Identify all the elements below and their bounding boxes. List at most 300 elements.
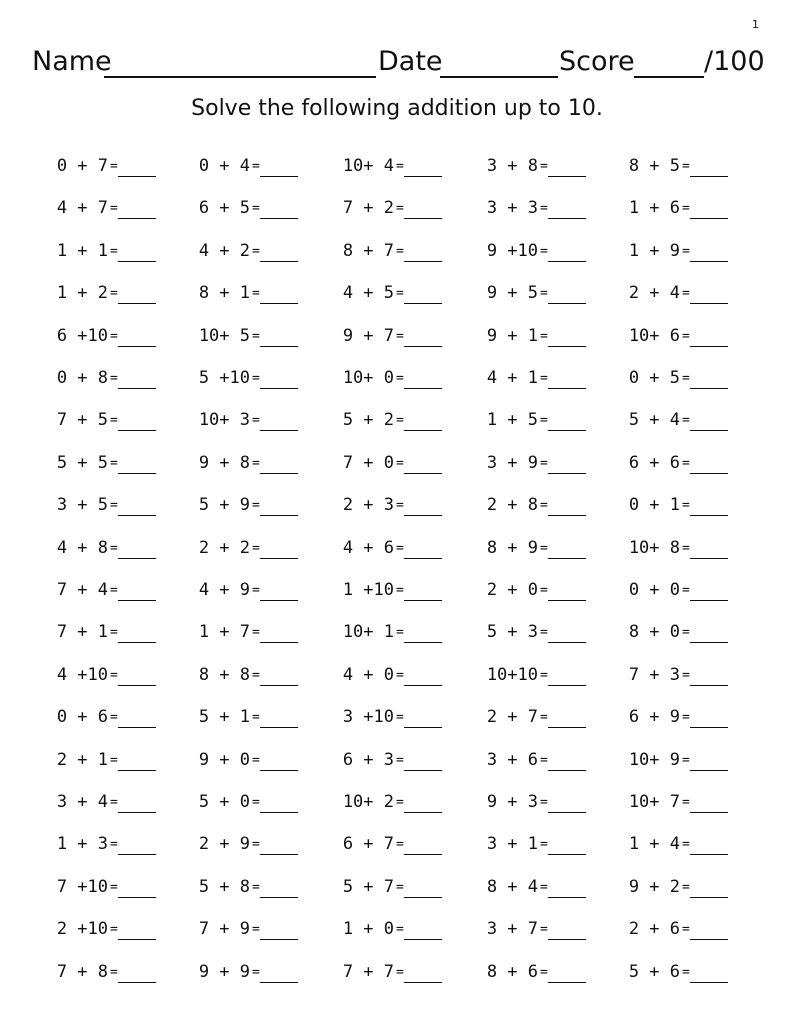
problem-expression: 7 + 4: [56, 580, 108, 600]
problem-row: [0, 618, 794, 648]
problem-expression: 8 + 6: [486, 961, 538, 982]
answer-blank[interactable]: [690, 685, 728, 686]
problem-expression: 7 + 2: [342, 198, 394, 219]
equals-sign: =: [110, 286, 118, 302]
answer-blank[interactable]: [404, 558, 442, 559]
equals-sign: =: [110, 201, 118, 217]
worksheet-header: [32, 46, 772, 86]
problem-row: [0, 788, 794, 818]
addition-problem: [314, 746, 444, 776]
addition-problem: [170, 703, 300, 733]
addition-problem: [28, 915, 158, 945]
answer-blank[interactable]: [118, 261, 156, 262]
addition-problem: [170, 746, 300, 776]
answer-blank[interactable]: [260, 430, 298, 431]
addition-problem: [170, 449, 300, 479]
answer-blank[interactable]: [404, 473, 442, 474]
problem-expression: 1 + 1: [56, 240, 108, 261]
page-number: 1: [752, 18, 759, 31]
equals-sign: =: [252, 371, 260, 386]
problem-expression: 9 + 0: [198, 749, 250, 770]
addition-problem: [28, 449, 158, 479]
addition-problem: [314, 703, 444, 733]
equals-sign: =: [540, 286, 548, 302]
answer-blank[interactable]: [690, 388, 728, 389]
problem-expression: 3 + 3: [486, 198, 538, 219]
answer-blank[interactable]: [548, 346, 586, 347]
answer-blank[interactable]: [118, 473, 156, 474]
answer-blank[interactable]: [118, 727, 156, 728]
addition-problem: [600, 788, 730, 818]
answer-blank[interactable]: [260, 727, 298, 728]
addition-problem: [600, 237, 730, 267]
answer-blank[interactable]: [690, 303, 728, 304]
problem-expression: 3 + 8: [486, 156, 538, 176]
equals-sign: =: [252, 540, 260, 556]
equals-sign: =: [110, 371, 118, 386]
answer-blank[interactable]: [404, 176, 442, 177]
answer-blank[interactable]: [690, 600, 728, 601]
problem-expression: 2 + 1: [56, 749, 108, 770]
equals-sign: =: [110, 583, 118, 598]
answer-blank[interactable]: [690, 642, 728, 643]
equals-sign: =: [540, 625, 548, 641]
problem-expression: 3 +10: [342, 707, 394, 728]
addition-problem: [314, 618, 444, 648]
addition-problem: [458, 746, 588, 776]
problem-expression: 0 + 6: [56, 707, 108, 728]
equals-sign: =: [682, 752, 690, 768]
equals-sign: =: [396, 286, 404, 302]
answer-blank[interactable]: [690, 515, 728, 516]
answer-blank[interactable]: [548, 770, 586, 771]
answer-blank[interactable]: [690, 727, 728, 728]
equals-sign: =: [540, 201, 548, 217]
problem-expression: 10+10: [486, 664, 538, 685]
equals-sign: =: [110, 795, 118, 810]
problem-expression: 4 +10: [56, 664, 108, 685]
problem-expression: 6 +10: [56, 325, 108, 346]
answer-blank[interactable]: [548, 685, 586, 686]
answer-blank[interactable]: [548, 261, 586, 262]
answer-blank[interactable]: [548, 515, 586, 516]
problem-expression: 9 +10: [486, 240, 538, 261]
problem-expression: 7 +10: [56, 876, 108, 897]
answer-blank[interactable]: [548, 982, 586, 983]
answer-blank[interactable]: [404, 770, 442, 771]
problem-expression: 1 + 0: [342, 919, 394, 940]
equals-sign: =: [396, 837, 404, 853]
equals-sign: =: [540, 667, 548, 683]
answer-blank[interactable]: [404, 388, 442, 389]
problem-row: [0, 746, 794, 776]
answer-blank[interactable]: [260, 473, 298, 474]
problem-expression: 6 + 5: [198, 198, 250, 219]
addition-problem: [600, 746, 730, 776]
problem-expression: 9 + 7: [342, 325, 394, 346]
addition-problem: [458, 703, 588, 733]
addition-problem: [458, 534, 588, 564]
equals-sign: =: [252, 964, 260, 980]
answer-blank[interactable]: [548, 600, 586, 601]
answer-blank[interactable]: [260, 854, 298, 855]
answer-blank[interactable]: [690, 770, 728, 771]
answer-blank[interactable]: [690, 218, 728, 219]
answer-blank[interactable]: [118, 218, 156, 219]
answer-blank[interactable]: [260, 685, 298, 686]
addition-problem: [314, 322, 444, 352]
equals-sign: =: [252, 286, 260, 302]
answer-blank[interactable]: [690, 261, 728, 262]
answer-blank[interactable]: [548, 176, 586, 177]
answer-blank[interactable]: [118, 388, 156, 389]
problem-expression: 0 + 4: [198, 156, 250, 176]
answer-blank[interactable]: [548, 812, 586, 813]
problem-expression: 4 + 2: [198, 240, 250, 261]
equals-sign: =: [682, 795, 690, 810]
problem-expression: 4 + 1: [486, 368, 538, 388]
answer-blank[interactable]: [118, 939, 156, 940]
problem-expression: 8 + 8: [198, 664, 250, 685]
equals-sign: =: [252, 625, 260, 641]
problem-expression: 4 + 7: [56, 198, 108, 219]
equals-sign: =: [540, 795, 548, 810]
equals-sign: =: [396, 498, 404, 514]
equals-sign: =: [540, 964, 548, 980]
answer-blank[interactable]: [548, 218, 586, 219]
name-field-line[interactable]: [104, 76, 376, 78]
equals-sign: =: [396, 328, 404, 344]
answer-blank[interactable]: [118, 558, 156, 559]
answer-blank[interactable]: [690, 812, 728, 813]
answer-blank[interactable]: [690, 939, 728, 940]
addition-problem: [314, 576, 444, 606]
addition-problem: [314, 915, 444, 945]
answer-blank[interactable]: [548, 939, 586, 940]
equals-sign: =: [682, 879, 690, 895]
addition-problem: [28, 279, 158, 309]
answer-blank[interactable]: [260, 218, 298, 219]
problem-expression: 10+ 7: [628, 792, 680, 812]
answer-blank[interactable]: [404, 939, 442, 940]
addition-problem: [28, 406, 158, 436]
answer-blank[interactable]: [118, 982, 156, 983]
addition-problem: [458, 237, 588, 267]
answer-blank[interactable]: [548, 473, 586, 474]
addition-problem: [458, 661, 588, 691]
equals-sign: =: [110, 413, 118, 429]
answer-blank[interactable]: [404, 218, 442, 219]
equals-sign: =: [540, 752, 548, 768]
equals-sign: =: [682, 540, 690, 556]
answer-blank[interactable]: [260, 770, 298, 771]
equals-sign: =: [540, 498, 548, 514]
equals-sign: =: [396, 795, 404, 810]
answer-blank[interactable]: [118, 303, 156, 304]
problem-row: [0, 322, 794, 352]
problem-expression: 5 + 7: [342, 876, 394, 897]
problem-expression: 10+ 5: [198, 325, 250, 346]
addition-problem: [28, 152, 158, 182]
problem-expression: 1 + 4: [628, 834, 680, 855]
answer-blank[interactable]: [260, 303, 298, 304]
problem-expression: 5 + 4: [628, 410, 680, 431]
answer-blank[interactable]: [690, 897, 728, 898]
answer-blank[interactable]: [690, 982, 728, 983]
equals-sign: =: [110, 625, 118, 641]
problem-expression: 8 + 1: [198, 283, 250, 304]
equals-sign: =: [540, 413, 548, 429]
problem-expression: 3 + 5: [56, 495, 108, 516]
answer-blank[interactable]: [118, 897, 156, 898]
problem-expression: 4 + 5: [342, 283, 394, 304]
answer-blank[interactable]: [260, 346, 298, 347]
addition-problem: [28, 237, 158, 267]
answer-blank[interactable]: [404, 346, 442, 347]
equals-sign: =: [252, 583, 260, 598]
problem-expression: 8 + 5: [628, 156, 680, 176]
addition-problem: [600, 449, 730, 479]
answer-blank[interactable]: [260, 388, 298, 389]
addition-problem: [170, 194, 300, 224]
equals-sign: =: [682, 413, 690, 429]
addition-problem: [28, 788, 158, 818]
equals-sign: =: [110, 159, 118, 174]
answer-blank[interactable]: [118, 812, 156, 813]
addition-problem: [28, 618, 158, 648]
addition-problem: [600, 279, 730, 309]
answer-blank[interactable]: [690, 558, 728, 559]
problem-expression: 1 + 9: [628, 240, 680, 261]
problem-expression: 9 + 9: [198, 961, 250, 982]
answer-blank[interactable]: [404, 982, 442, 983]
equals-sign: =: [110, 667, 118, 683]
problem-expression: 5 + 2: [342, 410, 394, 431]
answer-blank[interactable]: [690, 346, 728, 347]
answer-blank[interactable]: [260, 897, 298, 898]
equals-sign: =: [396, 922, 404, 938]
addition-problem: [170, 576, 300, 606]
addition-problem: [314, 661, 444, 691]
equals-sign: =: [540, 371, 548, 386]
equals-sign: =: [682, 286, 690, 302]
equals-sign: =: [110, 328, 118, 344]
problem-expression: 8 + 7: [342, 240, 394, 261]
addition-problem: [458, 873, 588, 903]
answer-blank[interactable]: [548, 642, 586, 643]
addition-problem: [458, 915, 588, 945]
answer-blank[interactable]: [404, 727, 442, 728]
score-label: Score: [559, 46, 635, 77]
addition-problem: [28, 873, 158, 903]
problem-expression: 9 + 2: [628, 876, 680, 897]
equals-sign: =: [110, 922, 118, 938]
problem-expression: 0 + 1: [628, 495, 680, 516]
answer-blank[interactable]: [690, 176, 728, 177]
problem-expression: 7 + 5: [56, 410, 108, 431]
answer-blank[interactable]: [260, 176, 298, 177]
answer-blank[interactable]: [548, 727, 586, 728]
problem-expression: 7 + 8: [56, 961, 108, 982]
answer-blank[interactable]: [548, 558, 586, 559]
problem-expression: 2 + 4: [628, 283, 680, 304]
problem-expression: 10+ 0: [342, 368, 394, 388]
answer-blank[interactable]: [260, 600, 298, 601]
problem-expression: 5 + 8: [198, 876, 250, 897]
addition-problem: [458, 618, 588, 648]
equals-sign: =: [110, 710, 118, 726]
answer-blank[interactable]: [118, 854, 156, 855]
addition-problem: [170, 618, 300, 648]
addition-problem: [458, 576, 588, 606]
problem-expression: 3 + 6: [486, 749, 538, 770]
equals-sign: =: [682, 964, 690, 980]
answer-blank[interactable]: [548, 303, 586, 304]
problem-expression: 10+ 2: [342, 792, 394, 812]
answer-blank[interactable]: [548, 854, 586, 855]
problem-expression: 8 + 4: [486, 876, 538, 897]
answer-blank[interactable]: [690, 854, 728, 855]
score-field-line[interactable]: [634, 76, 704, 78]
problem-expression: 5 + 1: [198, 707, 250, 728]
answer-blank[interactable]: [118, 346, 156, 347]
name-label: Name: [32, 46, 112, 77]
addition-problem: [28, 703, 158, 733]
answer-blank[interactable]: [404, 685, 442, 686]
equals-sign: =: [396, 583, 404, 598]
addition-problem: [28, 322, 158, 352]
answer-blank[interactable]: [404, 430, 442, 431]
addition-problem: [28, 491, 158, 521]
addition-problem: [170, 534, 300, 564]
answer-blank[interactable]: [690, 473, 728, 474]
addition-problem: [170, 237, 300, 267]
answer-blank[interactable]: [404, 515, 442, 516]
answer-blank[interactable]: [118, 642, 156, 643]
equals-sign: =: [252, 455, 260, 471]
problem-expression: 6 + 7: [342, 834, 394, 855]
problem-expression: 2 + 8: [486, 495, 538, 516]
addition-problem: [314, 152, 444, 182]
answer-blank[interactable]: [404, 303, 442, 304]
addition-problem: [600, 364, 730, 394]
equals-sign: =: [110, 752, 118, 768]
date-label: Date: [378, 46, 443, 77]
problem-expression: 8 + 0: [628, 622, 680, 643]
problem-row: [0, 279, 794, 309]
answer-blank[interactable]: [690, 430, 728, 431]
problem-expression: 5 + 3: [486, 622, 538, 643]
answer-blank[interactable]: [118, 430, 156, 431]
answer-blank[interactable]: [260, 982, 298, 983]
equals-sign: =: [252, 201, 260, 217]
addition-problem: [28, 746, 158, 776]
addition-problem: [600, 873, 730, 903]
problem-row: [0, 534, 794, 564]
equals-sign: =: [110, 540, 118, 556]
answer-blank[interactable]: [548, 388, 586, 389]
equals-sign: =: [110, 879, 118, 895]
addition-problem: [314, 279, 444, 309]
equals-sign: =: [540, 243, 548, 259]
answer-blank[interactable]: [260, 642, 298, 643]
answer-blank[interactable]: [260, 812, 298, 813]
answer-blank[interactable]: [118, 770, 156, 771]
addition-problem: [458, 958, 588, 988]
problem-expression: 3 + 1: [486, 834, 538, 855]
problem-expression: 10+ 9: [628, 749, 680, 770]
equals-sign: =: [540, 583, 548, 598]
addition-problem: [458, 406, 588, 436]
problem-row: [0, 364, 794, 394]
addition-problem: [170, 788, 300, 818]
problem-expression: 1 + 6: [628, 198, 680, 219]
instructions: Solve the following addition up to 10.: [191, 96, 603, 121]
equals-sign: =: [682, 371, 690, 386]
equals-sign: =: [252, 710, 260, 726]
score-total: /100: [704, 46, 765, 77]
equals-sign: =: [252, 498, 260, 514]
addition-problem: [170, 322, 300, 352]
addition-problem: [28, 194, 158, 224]
addition-problem: [28, 364, 158, 394]
addition-problem: [600, 152, 730, 182]
answer-blank[interactable]: [260, 261, 298, 262]
problem-expression: 5 + 6: [628, 961, 680, 982]
addition-problem: [28, 576, 158, 606]
answer-blank[interactable]: [404, 854, 442, 855]
equals-sign: =: [540, 540, 548, 556]
problem-expression: 2 +10: [56, 919, 108, 940]
addition-problem: [458, 491, 588, 521]
answer-blank[interactable]: [260, 558, 298, 559]
answer-blank[interactable]: [118, 600, 156, 601]
answer-blank[interactable]: [404, 600, 442, 601]
problem-expression: 0 + 7: [56, 156, 108, 176]
equals-sign: =: [110, 498, 118, 514]
equals-sign: =: [396, 710, 404, 726]
answer-blank[interactable]: [548, 897, 586, 898]
date-field-line[interactable]: [440, 76, 558, 78]
problem-expression: 6 + 9: [628, 707, 680, 728]
answer-blank[interactable]: [404, 642, 442, 643]
answer-blank[interactable]: [260, 939, 298, 940]
equals-sign: =: [682, 243, 690, 259]
problem-expression: 5 + 9: [198, 495, 250, 516]
addition-problem: [28, 830, 158, 860]
answer-blank[interactable]: [404, 261, 442, 262]
problem-expression: 7 + 0: [342, 452, 394, 473]
problem-expression: 4 + 6: [342, 537, 394, 558]
equals-sign: =: [682, 328, 690, 344]
answer-blank[interactable]: [404, 812, 442, 813]
addition-problem: [28, 534, 158, 564]
answer-blank[interactable]: [118, 685, 156, 686]
addition-problem: [314, 491, 444, 521]
answer-blank[interactable]: [548, 430, 586, 431]
equals-sign: =: [682, 201, 690, 217]
equals-sign: =: [110, 837, 118, 853]
answer-blank[interactable]: [404, 897, 442, 898]
answer-blank[interactable]: [118, 515, 156, 516]
problem-expression: 10+ 4: [342, 156, 394, 176]
addition-problem: [314, 830, 444, 860]
problem-expression: 5 + 5: [56, 452, 108, 473]
problem-row: [0, 915, 794, 945]
equals-sign: =: [540, 837, 548, 853]
answer-blank[interactable]: [260, 515, 298, 516]
answer-blank[interactable]: [118, 176, 156, 177]
